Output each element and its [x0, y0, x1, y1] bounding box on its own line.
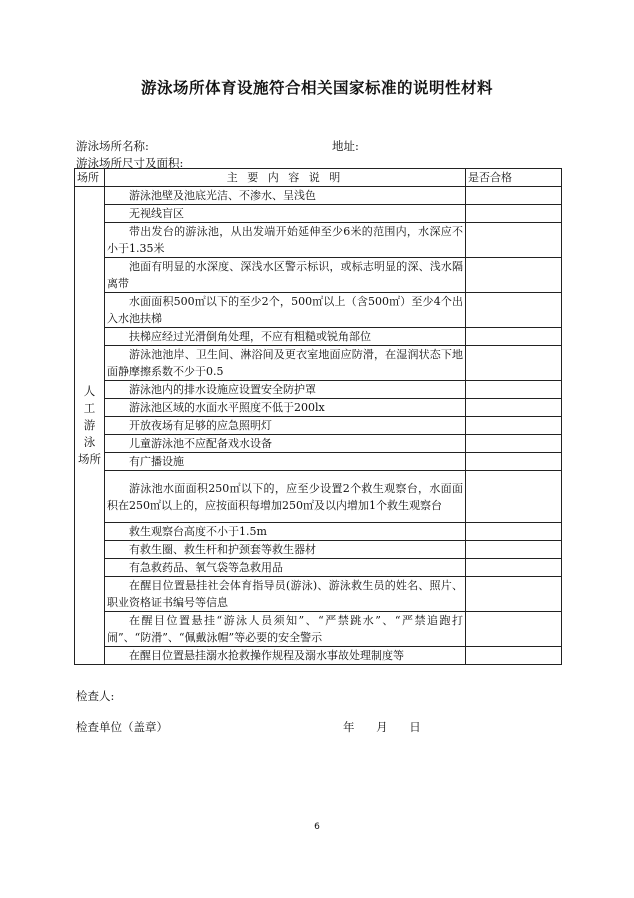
requirement-cell: 游泳池池岸、卫生间、淋浴间及更衣室地面应防滑，在湿润状态下地面静摩擦系数不少于0.5 [105, 346, 466, 381]
requirement-cell: 在醒目位置悬挂溺水抢救操作规程及溺水事故处理制度等 [105, 647, 466, 665]
compliance-cell[interactable] [466, 559, 562, 577]
compliance-cell[interactable] [466, 471, 562, 523]
page-number: 6 [314, 822, 320, 832]
document-title: 游泳场所体育设施符合相关国家标准的说明性材料 [140, 79, 493, 97]
venue-name-label: 游泳场所名称: [76, 139, 149, 153]
address-label: 地址: [332, 139, 359, 153]
compliance-cell[interactable] [466, 541, 562, 559]
category-cell: 人 工 游 泳 场所 [75, 187, 105, 665]
inspection-table [74, 168, 562, 665]
table-row [75, 435, 562, 453]
requirement-cell: 池面有明显的水深度、深浅水区警示标识，或标志明显的深、浅水隔离带 [105, 258, 466, 293]
venue-size-label: 游泳场所尺寸及面积: [76, 156, 184, 170]
compliance-cell[interactable] [466, 223, 562, 258]
compliance-cell[interactable] [466, 258, 562, 293]
inspector-label: 检查人: [76, 689, 115, 703]
compliance-cell[interactable] [466, 381, 562, 399]
requirement-cell: 开放夜场有足够的应急照明灯 [105, 417, 466, 435]
compliance-cell[interactable] [466, 293, 562, 328]
table-row [75, 293, 562, 328]
table-row [75, 328, 562, 346]
requirement-cell: 游泳池壁及池底光洁、不渗水、呈浅色 [105, 187, 466, 205]
table-row [75, 399, 562, 417]
table-row [75, 523, 562, 541]
table-row [75, 205, 562, 223]
table-row [75, 541, 562, 559]
requirement-cell: 扶梯应经过光滑倒角处理，不应有粗糙或锐角部位 [105, 328, 466, 346]
date-label: 年 月 日 [343, 720, 421, 734]
table-row [75, 471, 562, 523]
requirement-cell: 有广播设施 [105, 453, 466, 471]
compliance-cell[interactable] [466, 205, 562, 223]
table-row [75, 346, 562, 381]
requirement-cell: 有救生圈、救生杆和护颈套等救生器材 [105, 541, 466, 559]
inspection-unit-label: 检查单位（盖章） [76, 720, 168, 734]
table-row [75, 612, 562, 647]
table-row [75, 187, 562, 205]
compliance-cell[interactable] [466, 612, 562, 647]
compliance-cell[interactable] [466, 417, 562, 435]
table-row [75, 223, 562, 258]
requirement-cell: 游泳池水面面积250㎡以下的，应至少设置2个救生观察台，水面面积在250㎡以上的，应按面积每增加250㎡及以内增加1个救生观察台 [105, 471, 466, 523]
compliance-cell[interactable] [466, 328, 562, 346]
requirement-cell: 游泳池区域的水面水平照度不低于200lx [105, 399, 466, 417]
compliance-cell[interactable] [466, 346, 562, 381]
table-row [75, 577, 562, 612]
header-category: 场所 [75, 169, 105, 187]
requirement-cell: 在醒目位置悬挂社会体育指导员(游泳)、游泳救生员的姓名、照片、职业资格证书编号等信息 [105, 577, 466, 612]
table-row [75, 381, 562, 399]
table-row [75, 647, 562, 665]
compliance-cell[interactable] [466, 187, 562, 205]
requirement-cell: 水面面积500㎡以下的至少2个，500㎡以上（含500㎡）至少4个出入水池扶梯 [105, 293, 466, 328]
compliance-cell[interactable] [466, 577, 562, 612]
table-header-row [75, 169, 562, 187]
requirement-cell: 有急救药品、氧气袋等急救用品 [105, 559, 466, 577]
requirement-cell: 带出发台的游泳池，从出发端开始延伸至少6米的范围内，水深应不小于1.35米 [105, 223, 466, 258]
compliance-cell[interactable] [466, 453, 562, 471]
compliance-cell[interactable] [466, 523, 562, 541]
table-body [75, 187, 562, 665]
compliance-cell[interactable] [466, 435, 562, 453]
header-compliance: 是否合格 [466, 169, 562, 187]
header-content: 主 要 内 容 说 明 [105, 169, 466, 187]
table-row [75, 258, 562, 293]
table-row [75, 417, 562, 435]
compliance-cell[interactable] [466, 399, 562, 417]
requirement-cell: 在醒目位置悬挂“游泳人员须知”、“严禁跳水”、“严禁追跑打闹”、“防滑”、“佩戴泳帽”等必要的安全警示 [105, 612, 466, 647]
requirement-cell: 救生观察台高度不小于1.5m [105, 523, 466, 541]
table-row [75, 559, 562, 577]
compliance-cell[interactable] [466, 647, 562, 665]
requirement-cell: 无视线盲区 [105, 205, 466, 223]
table-row [75, 453, 562, 471]
requirement-cell: 游泳池内的排水设施应设置安全防护罩 [105, 381, 466, 399]
requirement-cell: 儿童游泳池不应配备戏水设备 [105, 435, 466, 453]
